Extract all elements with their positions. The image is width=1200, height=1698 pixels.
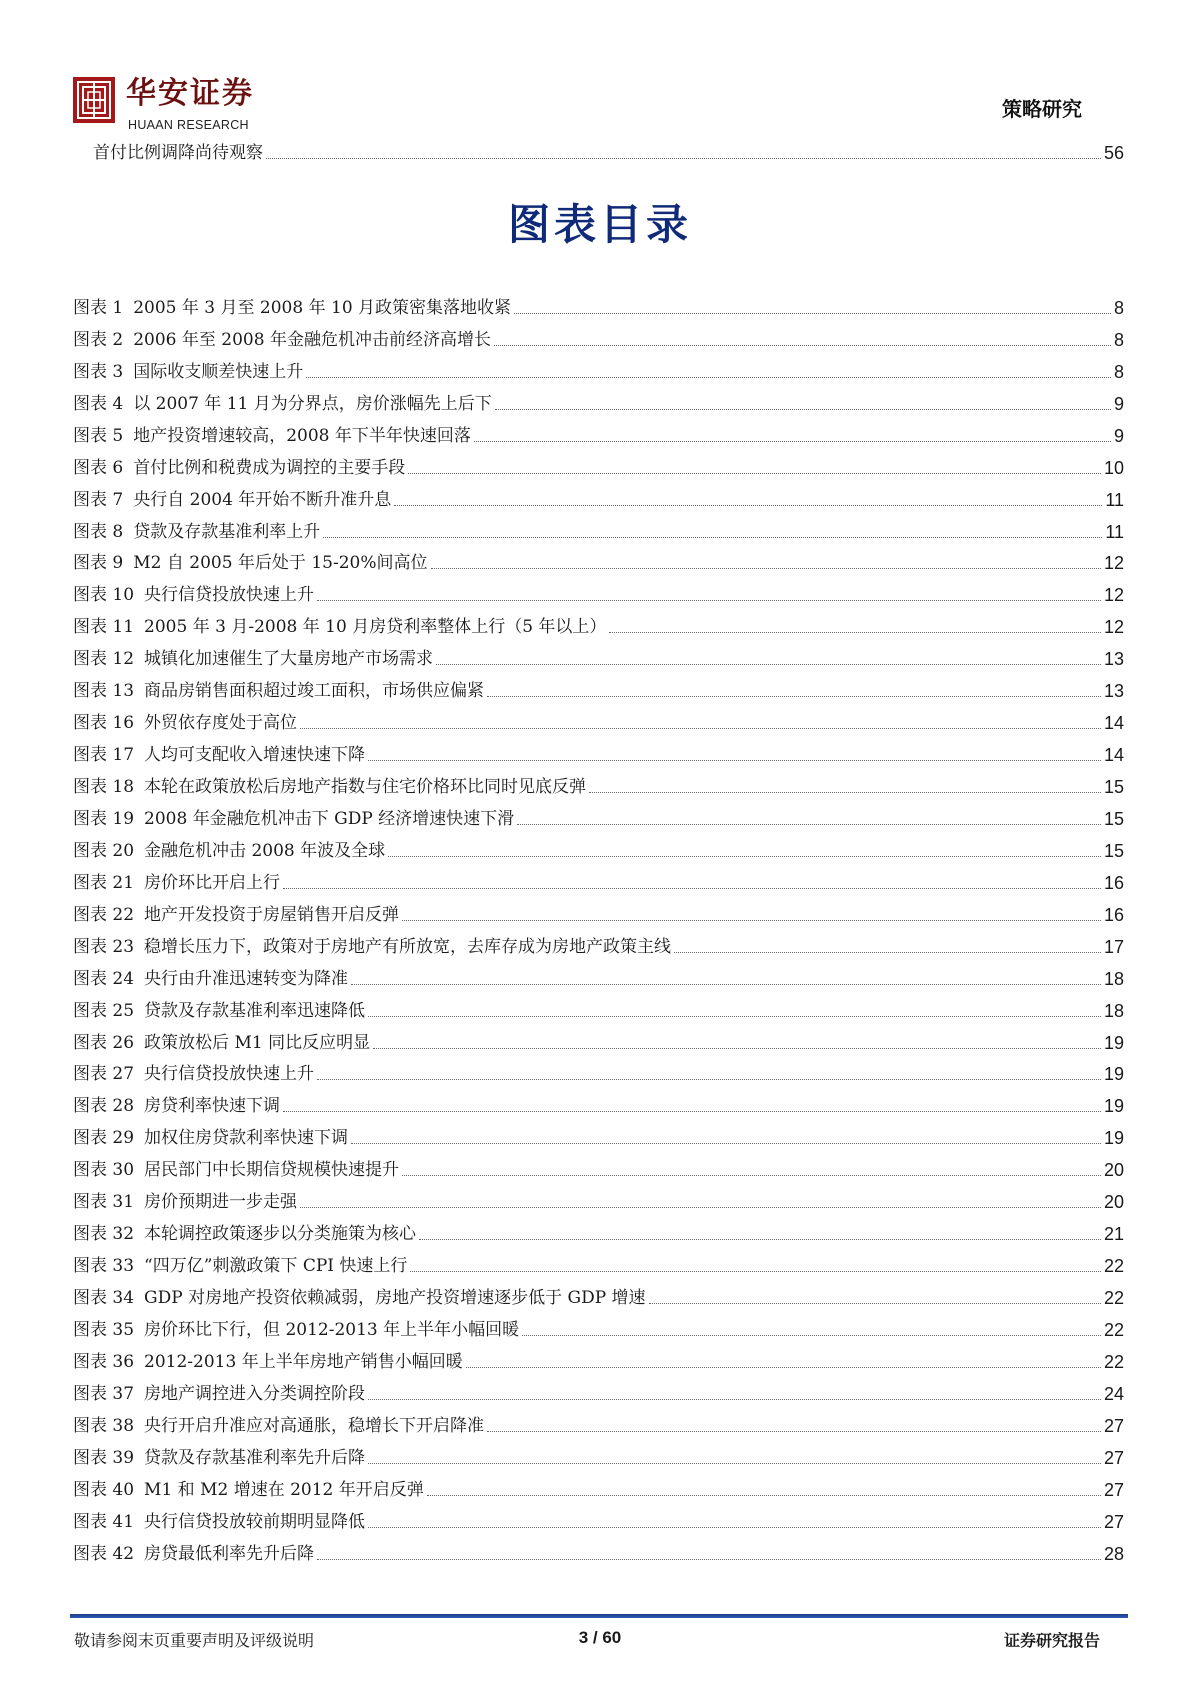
figure-title: 城镇化加速催生了大量房地产市场需求 — [144, 649, 434, 670]
figure-title: 本轮在政策放松后房地产指数与住宅价格环比同时见底反弹 — [144, 777, 587, 797]
figure-page-number: 22 — [1103, 1288, 1124, 1308]
figure-entry-label — [73, 1094, 280, 1118]
leader-dots — [494, 345, 1111, 346]
figure-page-number: 13 — [1103, 681, 1124, 702]
figure-entry-label — [73, 456, 405, 480]
figure-number: 图表 11 — [73, 617, 135, 638]
leader-dots — [300, 1207, 1101, 1208]
figure-number: 图表 6 — [73, 457, 124, 478]
figure-page-number: 12 — [1103, 553, 1124, 574]
figure-entry-label — [73, 1446, 365, 1470]
figure-list-item[interactable] — [0, 671, 1200, 703]
figure-number: 图表 16 — [73, 713, 135, 734]
figure-number: 图表 42 — [73, 1543, 135, 1564]
leader-dots — [589, 792, 1101, 793]
toc-entry-text: 首付比例调降尚待观察 — [93, 143, 263, 163]
figure-list-item[interactable] — [0, 352, 1200, 384]
figure-page-number: 15 — [1103, 840, 1124, 861]
leader-dots — [487, 696, 1101, 697]
figure-list-item[interactable] — [0, 1534, 1200, 1566]
figure-page-number: 27 — [1103, 1447, 1124, 1468]
figure-number: 图表 13 — [73, 681, 135, 702]
figure-page-number: 19 — [1103, 1128, 1124, 1149]
figure-page-number: 21 — [1103, 1224, 1124, 1245]
figure-entry-label — [73, 392, 492, 416]
figure-entry-label — [73, 903, 399, 927]
figure-title: 地产投资增速较高，2008 年下半年快速回落 — [133, 425, 471, 446]
leader-dots — [373, 1048, 1101, 1049]
figure-page-number: 19 — [1103, 1064, 1124, 1085]
leader-dots — [431, 568, 1101, 569]
figure-list-item[interactable] — [0, 1502, 1200, 1534]
leader-dots — [419, 1239, 1101, 1240]
figure-entry-label — [73, 520, 320, 544]
figure-list-item[interactable] — [0, 1055, 1200, 1087]
figure-title: “四万亿”刺激政策下 CPI 快速上行 — [144, 1256, 408, 1277]
figure-title: 政策放松后 M1 同比反应明显 — [144, 1032, 371, 1053]
figure-page-number: 12 — [1103, 617, 1124, 638]
figure-page-number: 20 — [1103, 1192, 1124, 1213]
figure-page-number: 12 — [1103, 585, 1124, 606]
figure-title: 央行自 2004 年开始不断升准升息 — [133, 489, 392, 510]
figure-page-number: 8 — [1113, 297, 1124, 318]
figure-entry-label — [73, 488, 391, 512]
figure-list-item[interactable] — [0, 991, 1200, 1023]
figure-entry-label — [73, 1350, 463, 1374]
leader-dots — [517, 824, 1101, 825]
figure-number: 图表 23 — [73, 936, 135, 957]
figure-list-item[interactable] — [0, 512, 1200, 544]
figure-title: 央行信贷投放快速上升 — [144, 1064, 315, 1085]
figure-entry-label — [73, 1190, 297, 1214]
figure-list-item[interactable] — [0, 384, 1200, 416]
figure-page-number: 16 — [1103, 904, 1124, 925]
figure-page-number: 9 — [1113, 425, 1124, 446]
figure-list-item[interactable] — [0, 544, 1200, 576]
figure-title: 房贷最低利率先升后降 — [144, 1543, 315, 1564]
leader-dots — [408, 473, 1101, 474]
figure-title: 贷款及存款基准利率上升 — [133, 521, 321, 542]
figure-title: GDP 对房地产投资依赖减弱，房地产投资增速逐步低于 GDP 增速 — [144, 1288, 646, 1308]
figure-list-item[interactable] — [0, 1086, 1200, 1118]
figure-title: M1 和 M2 增速在 2012 年开启反弹 — [144, 1479, 424, 1500]
toc-entry-page: 56 — [1103, 143, 1124, 163]
figure-entry-label — [73, 743, 365, 767]
figure-title: 人均可支配收入增速快速下降 — [144, 745, 366, 766]
figure-number: 图表 34 — [73, 1288, 135, 1308]
figure-number: 图表 29 — [73, 1128, 135, 1149]
leader-dots — [436, 664, 1101, 665]
figure-entry-label — [73, 1062, 314, 1086]
figure-page-number: 22 — [1103, 1256, 1124, 1277]
figure-list-item[interactable] — [0, 1023, 1200, 1055]
figure-list-item[interactable] — [0, 639, 1200, 671]
figure-title: 贷款及存款基准利率迅速降低 — [144, 1000, 366, 1021]
figure-list-item[interactable] — [0, 863, 1200, 895]
leader-dots — [368, 1527, 1101, 1528]
figure-number: 图表 31 — [73, 1192, 135, 1213]
figure-list-item[interactable] — [0, 1470, 1200, 1502]
figure-page-number: 19 — [1103, 1096, 1124, 1117]
leader-dots — [674, 952, 1101, 953]
figure-list-item[interactable] — [0, 799, 1200, 831]
leader-dots — [487, 1431, 1101, 1432]
leader-dots — [368, 1463, 1101, 1464]
leader-dots — [368, 1399, 1101, 1400]
figure-list-item[interactable] — [0, 1214, 1200, 1246]
figure-number: 图表 19 — [73, 808, 135, 829]
figure-list-item[interactable] — [0, 1342, 1200, 1374]
leader-dots — [514, 313, 1111, 314]
figure-entry-label — [73, 551, 428, 575]
figure-page-number: 15 — [1103, 808, 1124, 829]
figure-page-number: 11 — [1105, 489, 1124, 510]
figure-title: 2006 年至 2008 年金融危机冲击前经济高增长 — [133, 329, 491, 350]
figure-number: 图表 7 — [73, 489, 124, 510]
figure-number: 图表 24 — [73, 968, 135, 989]
leader-dots — [283, 1111, 1101, 1112]
figure-list-item[interactable] — [0, 831, 1200, 863]
figure-title: 房地产调控进入分类调控阶段 — [144, 1383, 366, 1404]
figure-list — [0, 288, 1200, 1566]
figure-title: 央行由升准迅速转变为降准 — [144, 968, 349, 989]
figure-entry-label — [73, 807, 514, 831]
figure-page-number: 22 — [1103, 1319, 1124, 1340]
leader-dots — [368, 1016, 1101, 1017]
figure-title: 地产开发投资于房屋销售开启反弹 — [144, 904, 400, 925]
toc-entry-previous[interactable] — [0, 136, 1200, 164]
figure-list-item[interactable] — [0, 416, 1200, 448]
figure-number: 图表 9 — [73, 553, 124, 574]
figure-number: 图表 39 — [73, 1447, 135, 1468]
figure-list-item[interactable] — [0, 575, 1200, 607]
figure-number: 图表 36 — [73, 1351, 135, 1372]
figure-number: 图表 4 — [73, 393, 124, 414]
figure-number: 图表 25 — [73, 1000, 135, 1021]
figure-number: 图表 18 — [73, 777, 135, 797]
leader-dots — [266, 158, 1101, 159]
figure-entry-label — [73, 1222, 416, 1246]
figure-title: 商品房销售面积超过竣工面积，市场供应偏紧 — [144, 681, 485, 702]
figure-list-item[interactable] — [0, 480, 1200, 512]
figure-page-number: 18 — [1103, 1000, 1124, 1021]
figure-entry-label — [73, 1542, 314, 1566]
figure-entry-label — [73, 1254, 407, 1278]
figure-page-number: 27 — [1103, 1479, 1124, 1500]
leader-dots — [427, 1495, 1101, 1496]
figure-page-number: 27 — [1103, 1511, 1124, 1532]
figure-number: 图表 38 — [73, 1415, 135, 1436]
brand-name-en: HUAAN RESEARCH — [128, 118, 249, 132]
figure-list-item[interactable] — [0, 895, 1200, 927]
leader-dots — [388, 856, 1101, 857]
figure-entry-label — [73, 1126, 348, 1150]
figure-page-number: 17 — [1103, 936, 1124, 957]
figure-title: 以 2007 年 11 月为分界点，房价涨幅先上后下 — [133, 393, 492, 414]
figure-list-item[interactable] — [0, 320, 1200, 352]
section-title: 图表目录 — [507, 200, 692, 249]
figure-list-item[interactable] — [0, 927, 1200, 959]
figure-number: 图表 41 — [73, 1511, 135, 1532]
figure-number: 图表 12 — [73, 649, 135, 670]
leader-dots — [402, 1175, 1101, 1176]
figure-title: 2008 年金融危机冲击下 GDP 经济增速快速下滑 — [144, 808, 515, 829]
figure-list-item[interactable] — [0, 1374, 1200, 1406]
figure-entry-label — [73, 1382, 365, 1406]
figure-title: 房贷利率快速下调 — [144, 1096, 281, 1117]
footer-rule — [70, 1614, 1128, 1618]
figure-entry-label — [73, 424, 471, 448]
figure-page-number: 19 — [1103, 1032, 1124, 1053]
figure-list-item[interactable] — [0, 1118, 1200, 1150]
figure-list-item[interactable] — [0, 959, 1200, 991]
figure-title: 本轮调控政策逐步以分类施策为核心 — [144, 1224, 417, 1245]
page-header — [0, 0, 1200, 140]
figure-entry-label — [73, 679, 484, 703]
figure-number: 图表 37 — [73, 1383, 135, 1404]
huaan-logo-icon — [72, 76, 116, 124]
figure-title: 首付比例和税费成为调控的主要手段 — [133, 457, 406, 478]
figure-number: 图表 28 — [73, 1096, 135, 1117]
figure-title: 房价环比下行，但 2012-2013 年上半年小幅回暖 — [144, 1319, 520, 1340]
figure-entry-label — [73, 296, 511, 320]
figure-title: 房价环比开启上行 — [144, 872, 281, 893]
figure-page-number: 28 — [1103, 1543, 1124, 1564]
leader-dots — [410, 1271, 1101, 1272]
figure-title: 央行信贷投放较前期明显降低 — [144, 1511, 366, 1532]
report-type: 证券研究报告 — [1003, 1631, 1100, 1650]
figure-number: 图表 33 — [73, 1256, 135, 1277]
figure-list-item[interactable] — [0, 1438, 1200, 1470]
figure-list-item[interactable] — [0, 1278, 1200, 1310]
figure-entry-label — [73, 711, 297, 735]
figure-number: 图表 35 — [73, 1319, 135, 1340]
figure-entry-label — [73, 328, 491, 352]
figure-title: 央行开启升准应对高通胀，稳增长下开启降准 — [144, 1415, 485, 1436]
figure-page-number: 14 — [1103, 713, 1124, 734]
figure-number: 图表 17 — [73, 745, 135, 766]
figure-list-item[interactable] — [0, 735, 1200, 767]
figure-entry-label — [73, 999, 365, 1023]
figure-entry-label — [73, 583, 314, 607]
figure-title: 央行信贷投放快速上升 — [144, 585, 315, 606]
figure-page-number: 9 — [1113, 393, 1124, 414]
figure-number: 图表 21 — [73, 872, 135, 893]
figure-entry-label — [73, 647, 433, 671]
figure-number: 图表 1 — [73, 297, 124, 318]
figure-page-number: 10 — [1103, 457, 1124, 478]
figure-entry-label — [73, 871, 280, 895]
figure-list-item[interactable] — [0, 703, 1200, 735]
figure-entry-label — [73, 967, 348, 991]
figure-list-item[interactable] — [0, 767, 1200, 799]
figure-title: 2005 年 3 月至 2008 年 10 月政策密集落地收紧 — [133, 297, 512, 318]
figure-page-number: 15 — [1103, 777, 1124, 797]
figure-entry-label — [73, 360, 303, 384]
leader-dots — [522, 1335, 1101, 1336]
leader-dots — [351, 984, 1101, 985]
leader-dots — [351, 1143, 1101, 1144]
figure-title: 贷款及存款基准利率先升后降 — [144, 1447, 366, 1468]
figure-entry-label — [73, 1510, 365, 1534]
figure-page-number: 20 — [1103, 1160, 1124, 1181]
figure-list-item[interactable] — [0, 448, 1200, 480]
leader-dots — [317, 600, 1101, 601]
figure-page-number: 8 — [1113, 329, 1124, 350]
figure-page-number: 13 — [1103, 649, 1124, 670]
figure-entry-label — [73, 1414, 484, 1438]
figure-page-number: 16 — [1103, 872, 1124, 893]
figure-entry-label — [73, 1478, 424, 1502]
figure-entry-label — [73, 1286, 646, 1310]
leader-dots — [283, 888, 1101, 889]
figure-number: 图表 2 — [73, 329, 124, 350]
leader-dots — [649, 1303, 1101, 1304]
figure-entry-label — [73, 839, 385, 863]
figure-title: 国际收支顺差快速上升 — [133, 361, 304, 382]
figure-title: 房价预期进一步走强 — [144, 1192, 298, 1213]
report-category: 策略研究 — [1002, 97, 1082, 121]
figure-page-number: 22 — [1103, 1351, 1124, 1372]
figure-number: 图表 10 — [73, 585, 135, 606]
figure-page-number: 27 — [1103, 1415, 1124, 1436]
figure-list-item[interactable] — [0, 1310, 1200, 1342]
figure-title: 2005 年 3 月-2008 年 10 月房贷利率整体上行（5 年以上） — [144, 617, 607, 638]
figure-page-number: 8 — [1113, 361, 1124, 382]
brand-name-cn: 华安证券 — [126, 76, 254, 111]
figure-page-number: 11 — [1105, 521, 1124, 542]
figure-page-number: 18 — [1103, 968, 1124, 989]
figure-number: 图表 27 — [73, 1064, 135, 1085]
figure-title: 居民部门中长期信贷规模快速提升 — [144, 1160, 400, 1181]
figure-number: 图表 3 — [73, 361, 124, 382]
figure-list-item[interactable] — [0, 607, 1200, 639]
figure-title: 金融危机冲击 2008 年波及全球 — [144, 840, 386, 861]
leader-dots — [466, 1367, 1101, 1368]
figure-number: 图表 20 — [73, 840, 135, 861]
figure-list-item[interactable] — [0, 1182, 1200, 1214]
figure-title: 加权住房贷款利率快速下调 — [144, 1128, 349, 1149]
figure-number: 图表 30 — [73, 1160, 135, 1181]
leader-dots — [368, 760, 1101, 761]
figure-number: 图表 40 — [73, 1479, 135, 1500]
leader-dots — [317, 1559, 1101, 1560]
figure-number: 图表 22 — [73, 904, 135, 925]
leader-dots — [317, 1079, 1101, 1080]
figure-entry-label — [73, 1158, 399, 1182]
figure-entry-label — [73, 1031, 370, 1055]
figure-title: M2 自 2005 年后处于 15-20%间高位 — [133, 553, 428, 574]
figure-entry-label — [73, 615, 606, 639]
leader-dots — [402, 920, 1101, 921]
figure-number: 图表 5 — [73, 425, 124, 446]
page-indicator: 3 / 60 — [578, 1628, 622, 1647]
leader-dots — [300, 728, 1101, 729]
figure-page-number: 24 — [1103, 1383, 1124, 1404]
figure-page-number: 14 — [1103, 745, 1124, 766]
leader-dots — [394, 505, 1102, 506]
leader-dots — [474, 441, 1111, 442]
figure-list-item[interactable] — [0, 288, 1200, 320]
figure-number: 图表 26 — [73, 1032, 135, 1053]
figure-entry-label — [73, 1318, 519, 1342]
figure-entry-label — [73, 935, 671, 959]
figure-list-item[interactable] — [0, 1150, 1200, 1182]
leader-dots — [306, 377, 1111, 378]
figure-title: 稳增长压力下，政策对于房地产有所放宽，去库存成为房地产政策主线 — [144, 936, 672, 957]
figure-title: 2012-2013 年上半年房地产销售小幅回暖 — [144, 1351, 463, 1372]
figure-list-item[interactable] — [0, 1246, 1200, 1278]
figure-number: 图表 32 — [73, 1224, 135, 1245]
figure-list-item[interactable] — [0, 1406, 1200, 1438]
leader-dots — [495, 409, 1111, 410]
leader-dots — [609, 632, 1101, 633]
figure-title: 外贸依存度处于高位 — [144, 713, 298, 734]
footer-disclaimer: 敬请参阅末页重要声明及评级说明 — [74, 1631, 315, 1650]
figure-number: 图表 8 — [73, 521, 124, 542]
leader-dots — [323, 537, 1102, 538]
figure-entry-label — [73, 775, 586, 799]
